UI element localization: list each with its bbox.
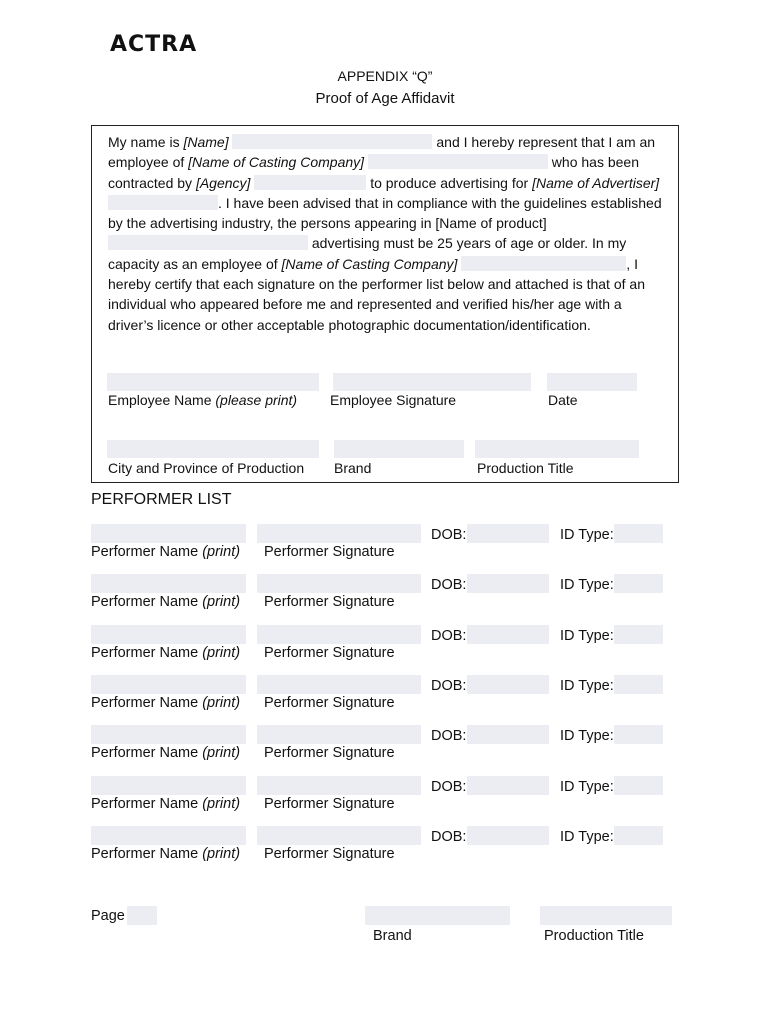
performer-name-label: Performer Name (print)	[91, 846, 241, 862]
dob-field[interactable]	[467, 574, 549, 593]
employee-signature-label: Employee Signature	[330, 392, 457, 408]
id-type-label: ID Type:	[560, 728, 614, 744]
performer-signature-field[interactable]	[257, 776, 421, 795]
id-type-label: ID Type:	[560, 678, 614, 694]
performer-signature-label: Performer Signature	[264, 695, 395, 711]
performer-name-field[interactable]	[91, 574, 246, 593]
affidavit-text: My name is [Name] and I hereby represent that I am an employee of [Name of Casting Company] who has been contracted by [Agency] to produce advertising for [Name of Advertiser] . I have been advised that in compliance with the guidelines established by the advertising industry, the persons appearing in [Name of product] advertising must be 25 years of age or older. In my capacity as an employee of [Name of Casting Company] , I hereby certify that each signature on the performer list below and attached is that of an individual who appeared before me and represented and verified his/her age with a driver’s licence or other acceptable photographic documentation/identification.	[108, 134, 662, 333]
page-label: Page	[91, 908, 125, 924]
performer-name-field[interactable]	[91, 675, 246, 694]
affidavit-box	[91, 125, 679, 483]
dob-label: DOB:	[431, 728, 467, 744]
casting-company-field[interactable]	[368, 154, 548, 169]
employee-name-field[interactable]	[107, 373, 319, 391]
appendix-label: APPENDIX “Q”	[337, 68, 433, 84]
id-type-field[interactable]	[614, 725, 663, 744]
advertiser-field[interactable]	[108, 195, 218, 210]
agency-field[interactable]	[254, 175, 366, 190]
performer-name-label: Performer Name (print)	[91, 745, 241, 761]
performer-signature-field[interactable]	[257, 524, 421, 543]
brand-field[interactable]	[334, 440, 464, 458]
dob-label: DOB:	[431, 779, 467, 795]
dob-label: DOB:	[431, 577, 467, 593]
id-type-label: ID Type:	[560, 779, 614, 795]
performer-signature-label: Performer Signature	[264, 846, 395, 862]
id-type-field[interactable]	[614, 675, 663, 694]
dob-label: DOB:	[431, 628, 467, 644]
date-label: Date	[548, 392, 578, 408]
performer-signature-field[interactable]	[257, 574, 421, 593]
page-title: Proof of Age Affidavit	[315, 90, 455, 107]
dob-label: DOB:	[431, 829, 467, 845]
city-province-label: City and Province of Production	[108, 460, 305, 476]
city-province-field[interactable]	[107, 440, 319, 458]
employee-name-label: Employee Name (please print)	[108, 392, 298, 408]
performer-name-label: Performer Name (print)	[91, 544, 241, 560]
performer-signature-label: Performer Signature	[264, 796, 395, 812]
name-field[interactable]	[232, 134, 432, 149]
footer-brand-label: Brand	[373, 928, 412, 944]
dob-label: DOB:	[431, 527, 467, 543]
production-title-label: Production Title	[477, 460, 574, 476]
dob-field[interactable]	[467, 776, 549, 795]
id-type-field[interactable]	[614, 524, 663, 543]
footer-production-title-field[interactable]	[540, 906, 672, 925]
performer-name-label: Performer Name (print)	[91, 796, 241, 812]
id-type-label: ID Type:	[560, 829, 614, 845]
performer-signature-field[interactable]	[257, 725, 421, 744]
performer-signature-field[interactable]	[257, 675, 421, 694]
id-type-field[interactable]	[614, 574, 663, 593]
dob-field[interactable]	[467, 524, 549, 543]
performer-signature-field[interactable]	[257, 826, 421, 845]
performer-signature-label: Performer Signature	[264, 645, 395, 661]
id-type-field[interactable]	[614, 625, 663, 644]
id-type-label: ID Type:	[560, 577, 614, 593]
performer-name-label: Performer Name (print)	[91, 594, 241, 610]
dob-field[interactable]	[467, 625, 549, 644]
performer-name-field[interactable]	[91, 524, 246, 543]
casting-company-field-2[interactable]	[461, 256, 626, 271]
performer-list-heading: PERFORMER LIST	[91, 491, 232, 508]
dob-field[interactable]	[467, 725, 549, 744]
brand-label: Brand	[334, 460, 372, 476]
performer-name-label: Performer Name (print)	[91, 695, 241, 711]
product-field[interactable]	[108, 235, 308, 250]
id-type-label: ID Type:	[560, 527, 614, 543]
id-type-field[interactable]	[614, 776, 663, 795]
dob-label: DOB:	[431, 678, 467, 694]
performer-signature-label: Performer Signature	[264, 594, 395, 610]
id-type-field[interactable]	[614, 826, 663, 845]
actra-logo: ACTRA	[110, 32, 198, 57]
footer-production-title-label: Production Title	[544, 928, 644, 944]
footer-brand-field[interactable]	[365, 906, 510, 925]
performer-name-field[interactable]	[91, 776, 246, 795]
page-number-field[interactable]	[127, 906, 157, 925]
id-type-label: ID Type:	[560, 628, 614, 644]
performer-signature-field[interactable]	[257, 625, 421, 644]
production-title-field[interactable]	[475, 440, 639, 458]
performer-name-field[interactable]	[91, 826, 246, 845]
performer-name-label: Performer Name (print)	[91, 645, 241, 661]
performer-signature-label: Performer Signature	[264, 544, 395, 560]
dob-field[interactable]	[467, 826, 549, 845]
performer-signature-label: Performer Signature	[264, 745, 395, 761]
date-field[interactable]	[547, 373, 637, 391]
performer-name-field[interactable]	[91, 725, 246, 744]
employee-signature-field[interactable]	[333, 373, 531, 391]
performer-name-field[interactable]	[91, 625, 246, 644]
dob-field[interactable]	[467, 675, 549, 694]
